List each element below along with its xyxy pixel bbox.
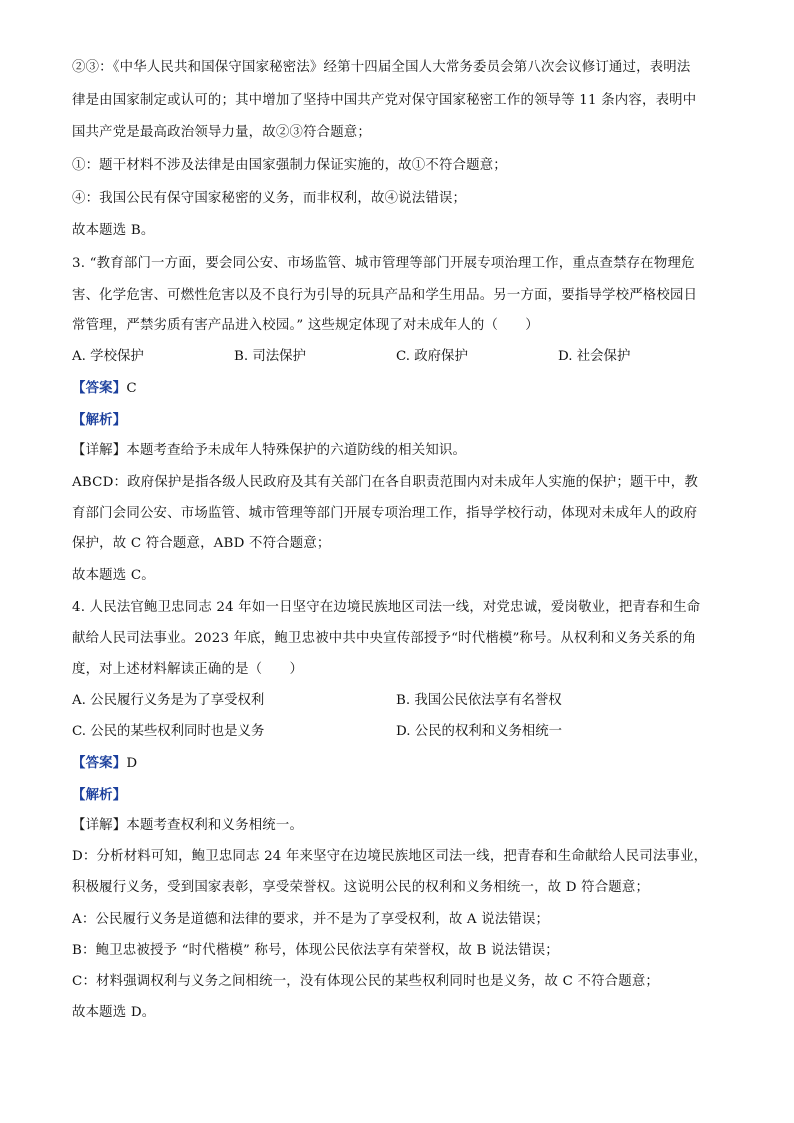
option-c: C. 公民的某些权利同时也是义务 <box>72 724 265 739</box>
question-4-options-row1 <box>72 691 722 711</box>
option-b: B. 司法保护 <box>234 349 306 364</box>
detail-line <box>72 816 303 836</box>
answer-value: C <box>126 381 137 396</box>
detail-line <box>72 441 466 461</box>
text-line: 故本题选 B。 <box>72 223 155 238</box>
option-a: A. 学校保护 <box>72 349 144 364</box>
option-c: C. 政府保护 <box>396 349 468 364</box>
detail-tag: 【详解】 <box>72 443 127 458</box>
explanation-line: 故本题选 D。 <box>72 1005 156 1020</box>
answer-tag: 【答案】 <box>72 380 127 396</box>
answer-line <box>72 753 137 774</box>
answer-tag: 【答案】 <box>72 755 127 771</box>
explanation-line: A：公民履行义务是道德和法律的要求，并不是为了享受权利，故 A 说法错误； <box>72 912 550 927</box>
answer-line <box>72 378 137 399</box>
option-d: D. 社会保护 <box>558 349 631 364</box>
text-line: ②③：《中华人民共和国保守国家秘密法》经第十四届全国人大常务委员会第八次会议修订通过，表明法 <box>72 60 691 75</box>
explanation-line: 积极履行义务，受到国家表彰，享受荣誉权。这说明公民的权利和义务相统一，故 D 符合题意； <box>72 880 650 895</box>
option-b: B. 我国公民依法享有名誉权 <box>396 693 562 708</box>
option-d: D. 公民的权利和义务相统一 <box>396 724 563 739</box>
detail-text: 本题考查给予未成年人特殊保护的六道防线的相关知识。 <box>126 443 467 458</box>
explanation-line: B：鲍卫忠被授予 “时代楷模” 称号，体现公民依法享有荣誉权，故 B 说法错误； <box>72 943 559 958</box>
analysis-tag: 【解析】 <box>72 412 127 428</box>
question-3-stem: 害、化学危害、可燃性危害以及不良行为引导的玩具产品和学生用品。另一方面，要指导学校严格校园日 <box>72 288 698 303</box>
option-a: A. 公民履行义务是为了享受权利 <box>72 693 265 708</box>
analysis-tag: 【解析】 <box>72 787 127 803</box>
answer-value: D <box>126 756 138 771</box>
explanation-line: ABCD：政府保护是指各级人民政府及其有关部门在各自职责范围内对未成年人实施的保护；题干中，教 <box>72 475 698 490</box>
question-4-stem: 度，对上述材料解读正确的是（ ） <box>72 662 304 677</box>
question-4-options-row2 <box>72 722 722 742</box>
text-line: ④：我国公民有保守国家秘密的义务，而非权利，故④说法错误； <box>72 191 467 206</box>
explanation-line: C：材料强调权利与义务之间相统一，没有体现公民的某些权利同时也是义务，故 C 不符合题意； <box>72 974 660 989</box>
detail-tag: 【详解】 <box>72 818 127 833</box>
explanation-line: 故本题选 C。 <box>72 568 155 583</box>
explanation-line: D：分析材料可知，鲍卫忠同志 24 年来坚守在边境民族地区司法一线，把青春和生命献给人民司法事业， <box>72 849 708 864</box>
question-4-stem: 4. 人民法官鲍卫忠同志 24 年如一日坚守在边境民族地区司法一线，对党忠诚，爱岗敬业，把青春和生命 <box>72 600 701 615</box>
explanation-line: 育部门会同公安、市场监管、城市管理等部门开展专项治理工作，指导学校行动，体现对未成年人的政府 <box>72 506 698 521</box>
text-line: ①：题干材料不涉及法律是由国家强制力保证实施的，故①不符合题意； <box>72 158 507 173</box>
text-line: 国共产党是最高政治领导力量，故②③符合题意； <box>72 125 371 140</box>
detail-text: 本题考查权利和义务相统一。 <box>126 818 304 833</box>
question-4-stem: 献给人民司法事业。2023 年底，鲍卫忠被中共中央宣传部授予“时代楷模”称号。从权利和义务关系的角 <box>72 631 697 646</box>
explanation-line: 保护，故 C 符合题意，ABD 不符合题意； <box>72 536 331 551</box>
question-3-stem: 3. “教育部门一方面，要会同公安、市场监管、城市管理等部门开展专项治理工作，重点查禁存在物理危 <box>72 256 695 271</box>
question-3-options <box>72 347 722 367</box>
question-3-stem: 常管理，严禁劣质有害产品进入校园。” 这些规定体现了对未成年人的（ ） <box>72 318 539 333</box>
text-line: 律是由国家制定或认可的；其中增加了坚持中国共产党对保守国家秘密工作的领导等 11 条内容，表明中 <box>72 93 697 108</box>
